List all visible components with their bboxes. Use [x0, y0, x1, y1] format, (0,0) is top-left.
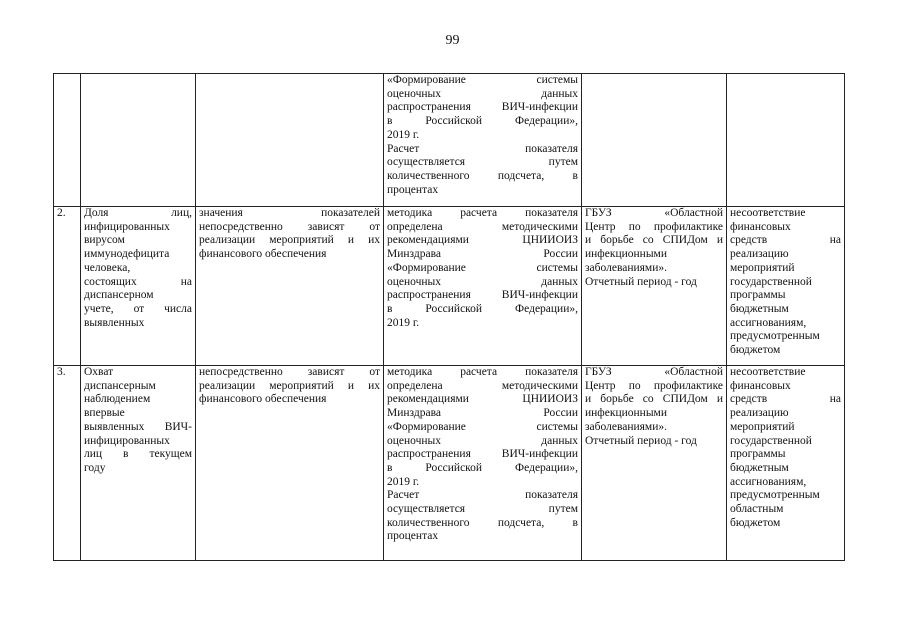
cell-text-line: ГБУЗ «Областной: [585, 207, 723, 219]
cell-text-line: определена методическими: [387, 220, 578, 233]
cell-text-line: несоответствие: [730, 366, 806, 378]
cell-text-line: диспансерным: [84, 379, 156, 392]
cell-text-line: реализацию: [730, 248, 789, 261]
cell-text-line: финансовых: [730, 220, 791, 233]
cell-text-line: финансового обеспечения: [199, 393, 327, 406]
cell-text-line: методика расчета показателя: [387, 366, 578, 378]
cell-text-line: количественного подсчета, в: [387, 169, 578, 182]
cell-text-line: методика расчета показателя: [387, 207, 578, 219]
cell-text-line: программы: [730, 448, 786, 461]
cell-text-line: году: [84, 461, 106, 474]
risk-cell: [727, 207, 845, 366]
cell-text-line: предусмотренным: [730, 489, 820, 502]
cell-text-line: бюджетом: [730, 344, 781, 357]
conditions-cell: [196, 207, 384, 366]
cell-text-line: инфицированных: [84, 434, 170, 447]
cell-text-line: состоящих на: [84, 275, 192, 288]
indicator-cell: [81, 74, 196, 207]
cell-text-line: Минздрава России: [387, 407, 578, 420]
conditions-cell: [196, 366, 384, 561]
cell-text-line: и борьбе со СПИДом и: [585, 234, 723, 247]
cell-text-line: Охват: [84, 366, 114, 378]
cell-text-line: Центр по профилактике: [585, 220, 723, 233]
cell-text-line: программы: [730, 289, 786, 302]
cell-text-line: процентах: [387, 530, 439, 543]
cell-text-line: лиц в текущем: [84, 448, 192, 461]
cell-text-line: определена методическими: [387, 379, 578, 392]
cell-text-line: ассигнованиям,: [730, 475, 807, 488]
cell-text-line: процентах: [387, 183, 439, 196]
cell-text-line: 2019 г.: [387, 475, 420, 488]
cell-text-line: наблюдением: [84, 393, 151, 406]
cell-text-line: финансового обеспечения: [199, 248, 327, 261]
cell-text-line: бюджетным: [730, 461, 789, 474]
cell-text-line: Минздрава России: [387, 248, 578, 261]
cell-text-line: «Формирование системы: [387, 420, 578, 433]
cell-text-line: инфицированных: [84, 220, 170, 233]
conditions-cell: [196, 74, 384, 207]
cell-text-line: ассигнованиям,: [730, 316, 807, 329]
cell-text-line: осуществляется путем: [387, 503, 578, 516]
cell-text-line: в Российской Федерации»,: [387, 115, 578, 128]
cell-text-line: «Формирование системы: [387, 74, 578, 86]
cell-text-line: предусмотренным: [730, 330, 820, 343]
cell-text-line: бюджетным: [730, 302, 789, 315]
cell-text-line: заболеваниями».: [585, 261, 667, 274]
cell-text-line: впервые: [84, 407, 125, 420]
cell-text-line: реализации мероприятий и их: [199, 234, 380, 247]
cell-text-line: мероприятий: [730, 261, 795, 274]
risk-cell: [727, 366, 845, 561]
risk-cell: [727, 74, 845, 207]
cell-text-line: Отчетный период - год: [585, 275, 697, 288]
cell-text-line: иммунодефицита: [84, 248, 170, 261]
cell-text-line: реализации мероприятий и их: [199, 379, 380, 392]
cell-text-line: вирусом: [84, 234, 125, 247]
cell-text-line: Центр по профилактике: [585, 379, 723, 392]
cell-text-line: рекомендациями ЦНИИОИЗ: [387, 234, 578, 247]
cell-text-line: несоответствие: [730, 207, 806, 219]
cell-text-line: рекомендациями ЦНИИОИЗ: [387, 393, 578, 406]
method-cell: [384, 74, 582, 207]
cell-text-line: в Российской Федерации»,: [387, 461, 578, 474]
cell-text-line: Доля лиц,: [84, 207, 192, 219]
cell-text-line: количественного подсчета, в: [387, 516, 578, 529]
responsible-cell: [582, 207, 727, 366]
cell-text-line: распространения ВИЧ-инфекции: [387, 448, 578, 461]
cell-text-line: непосредственно зависят от: [199, 366, 380, 378]
row-number-cell: 3.: [54, 366, 81, 561]
cell-text-line: оценочных данных: [387, 87, 578, 100]
indicators-table: [53, 73, 845, 561]
cell-text-line: Расчет показателя: [387, 489, 578, 502]
responsible-cell: [582, 74, 727, 207]
cell-text-line: государственной: [730, 434, 812, 447]
cell-text-line: выявленных: [84, 316, 145, 329]
table-row: [54, 74, 845, 207]
cell-text-line: бюджетом: [730, 516, 781, 529]
cell-text-line: значения показателей: [199, 207, 380, 219]
table-row: [54, 207, 845, 366]
responsible-cell: [582, 366, 727, 561]
cell-text-line: выявленных ВИЧ-: [84, 420, 192, 433]
cell-text-line: учете, от числа: [84, 302, 192, 315]
cell-text-line: областным: [730, 503, 784, 516]
cell-text-line: и борьбе со СПИДом и: [585, 393, 723, 406]
cell-text-line: Расчет показателя: [387, 142, 578, 155]
cell-text-line: осуществляется путем: [387, 156, 578, 169]
cell-text-line: реализацию: [730, 407, 789, 420]
row-number-cell: 2.: [54, 207, 81, 366]
cell-text-line: средств на: [730, 393, 841, 406]
method-cell: [384, 366, 582, 561]
cell-text-line: средств на: [730, 234, 841, 247]
cell-text-line: 2019 г.: [387, 316, 420, 329]
cell-text-line: заболеваниями».: [585, 420, 667, 433]
cell-text-line: диспансерном: [84, 289, 154, 302]
row-number-cell: [54, 74, 81, 207]
cell-text-line: инфекционными: [585, 248, 667, 261]
cell-text-line: распространения ВИЧ-инфекции: [387, 101, 578, 114]
table-row: [54, 366, 845, 561]
cell-text-line: инфекционными: [585, 407, 667, 420]
cell-text-line: 2019 г.: [387, 128, 420, 141]
cell-text-line: оценочных данных: [387, 434, 578, 447]
cell-text-line: «Формирование системы: [387, 261, 578, 274]
cell-text-line: оценочных данных: [387, 275, 578, 288]
cell-text-line: человека,: [84, 261, 131, 274]
indicator-cell: [81, 207, 196, 366]
cell-text-line: мероприятий: [730, 420, 795, 433]
cell-text-line: финансовых: [730, 379, 791, 392]
cell-text-line: распространения ВИЧ-инфекции: [387, 289, 578, 302]
page-number: 99: [445, 33, 460, 48]
cell-text-line: Отчетный период - год: [585, 434, 697, 447]
cell-text-line: ГБУЗ «Областной: [585, 366, 723, 378]
cell-text-line: государственной: [730, 275, 812, 288]
cell-text-line: непосредственно зависят от: [199, 220, 380, 233]
method-cell: [384, 207, 582, 366]
cell-text-line: в Российской Федерации»,: [387, 302, 578, 315]
indicator-cell: [81, 366, 196, 561]
